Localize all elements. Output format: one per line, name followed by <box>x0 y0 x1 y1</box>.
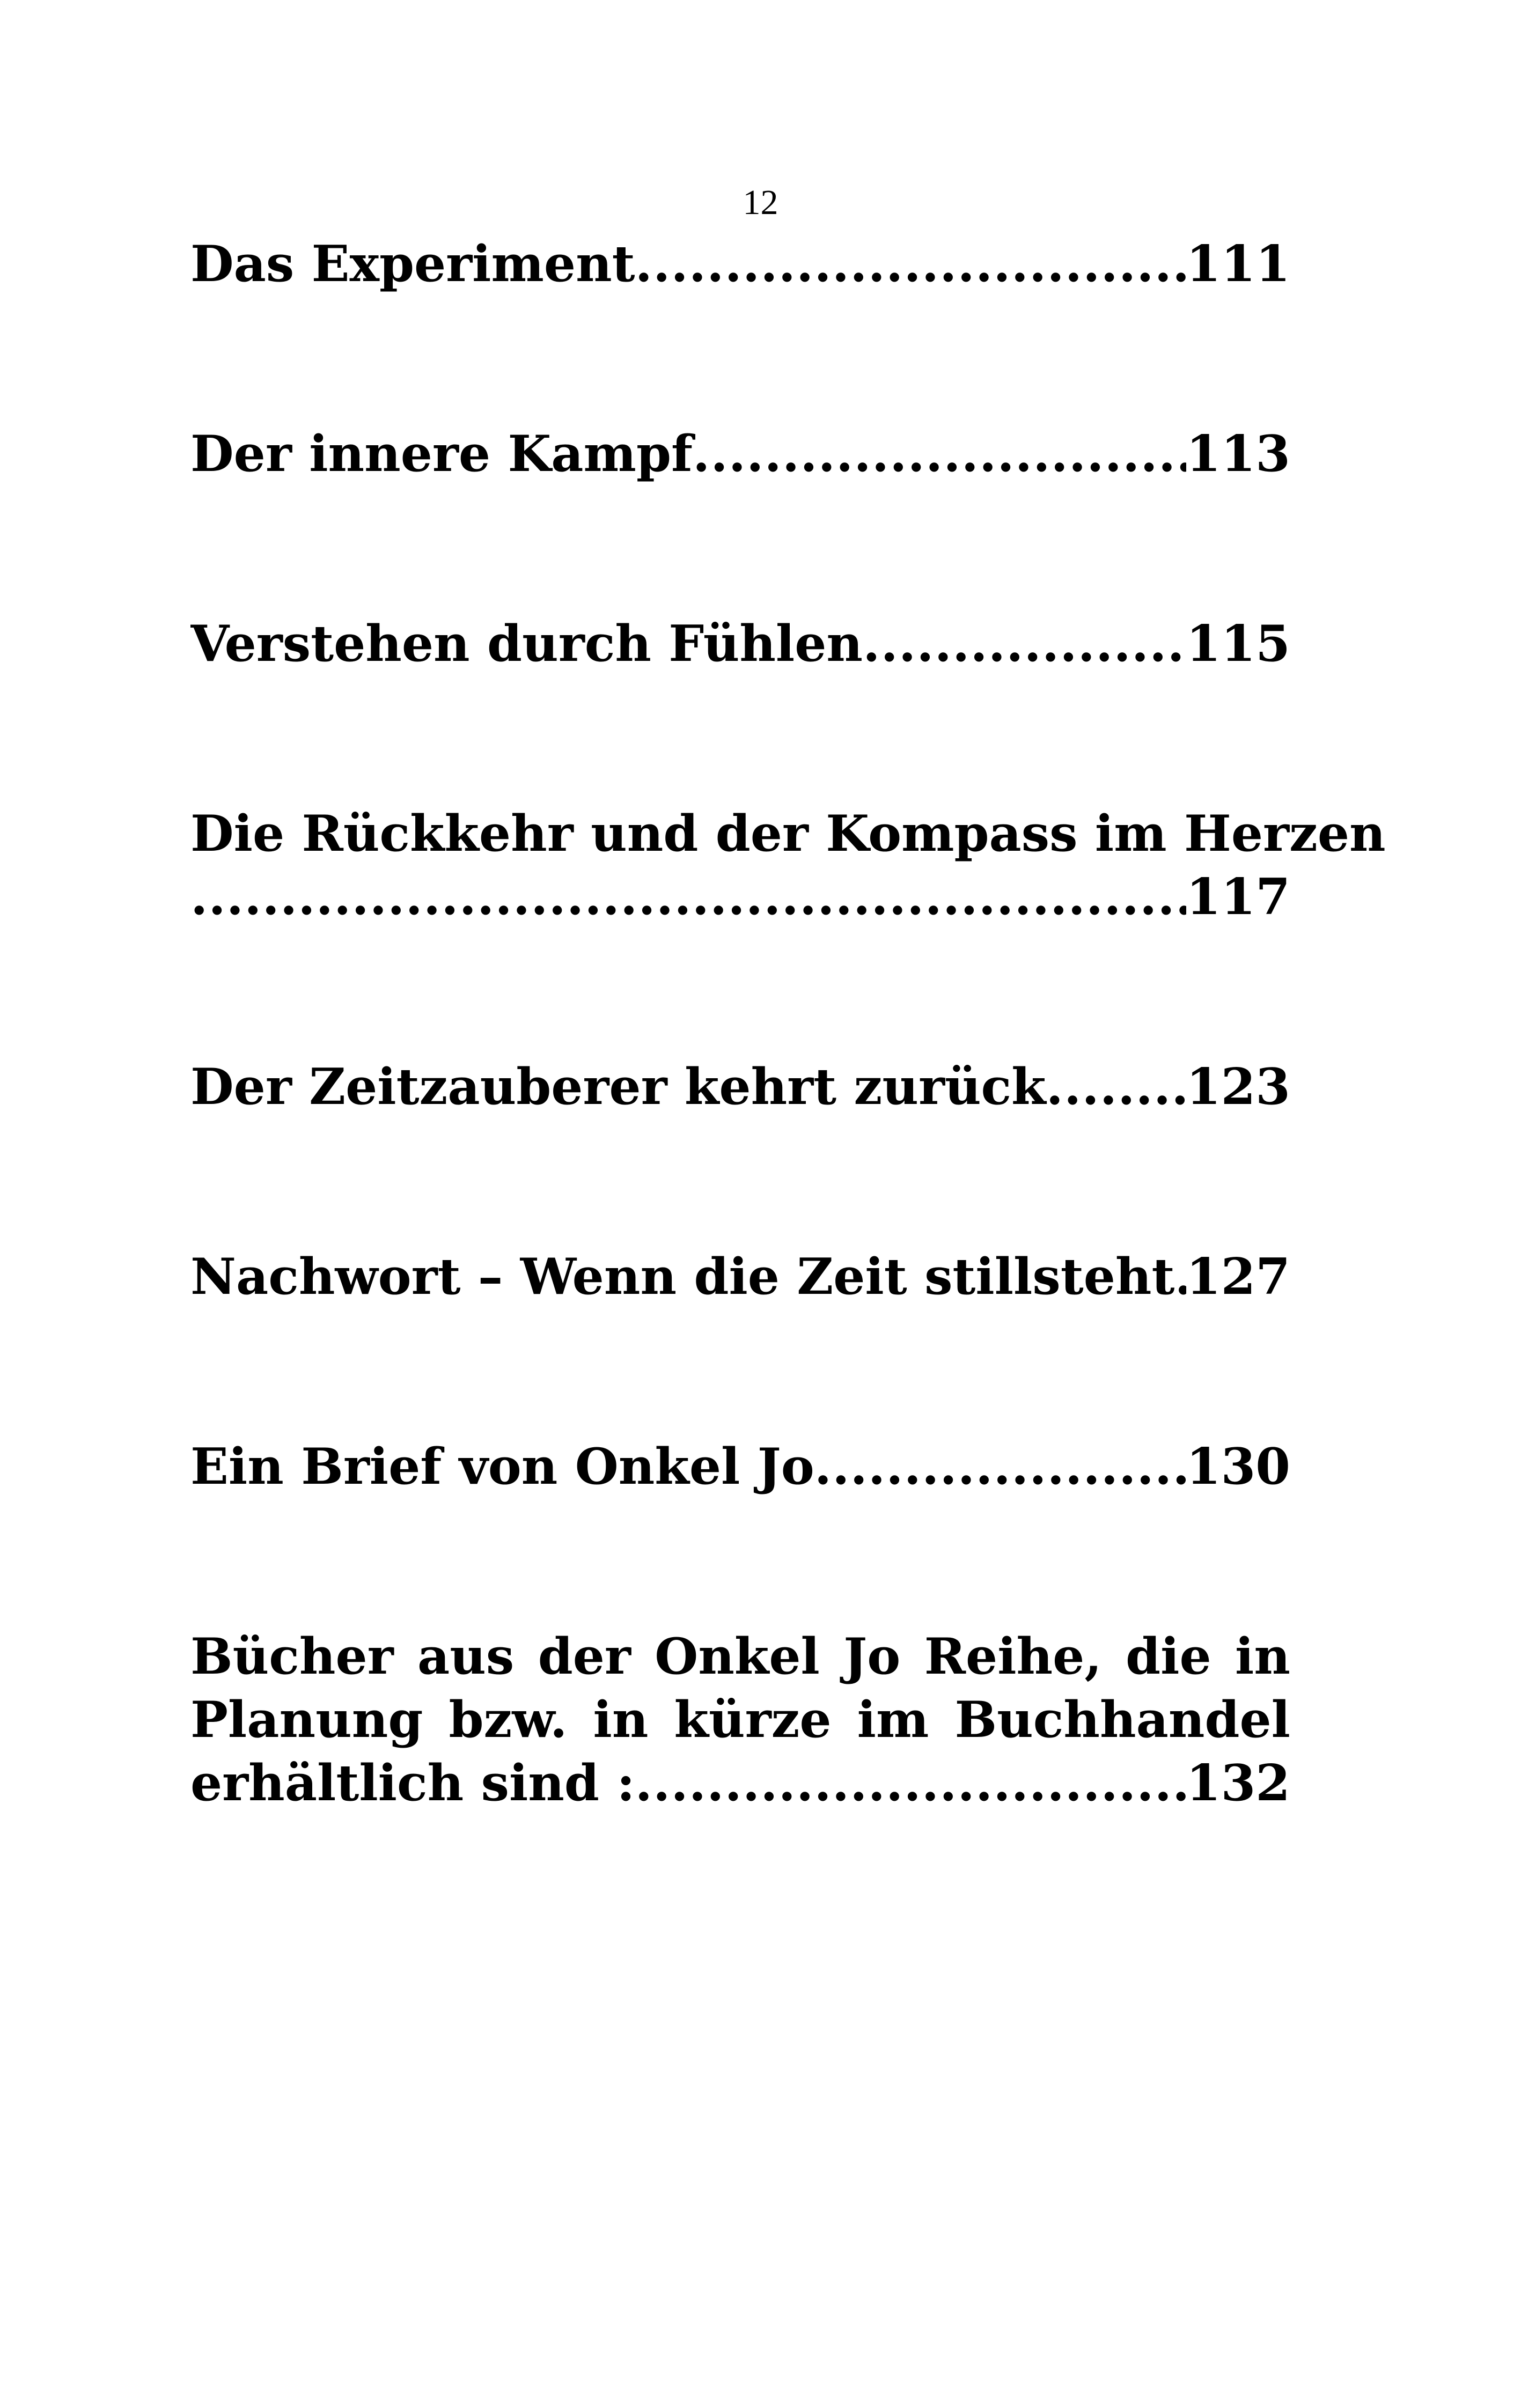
toc-entry <box>190 1055 1290 1118</box>
leader-dots <box>635 232 1186 296</box>
leader-dots <box>863 612 1186 675</box>
toc-entry-page: 127 <box>1186 1247 1290 1306</box>
toc-entry-title: Verstehen durch Fühlen <box>190 614 863 673</box>
toc-entry <box>190 232 1290 296</box>
toc-entry-title: Ein Brief von Onkel Jo <box>190 1437 814 1496</box>
toc-entry <box>190 612 1290 675</box>
toc-entry-title-line: Planung bzw. in kürze im Buchhandel <box>190 1690 1290 1749</box>
toc-entry-page: 132 <box>1186 1754 1290 1812</box>
page-number: 12 <box>743 183 778 222</box>
toc-entry <box>190 1435 1290 1498</box>
leader-dots <box>814 1435 1186 1498</box>
leader-dots <box>190 865 1186 929</box>
toc-entry-title: Die Rückkehr und der Kompass im Herzen <box>190 804 1386 863</box>
leader-dots <box>635 1751 1186 1815</box>
toc-entry-page: 123 <box>1186 1057 1290 1116</box>
toc-entry-leader-line <box>190 1751 1290 1815</box>
toc-entry <box>190 1245 1290 1308</box>
toc-entry-title: Der innere Kampf <box>190 424 693 483</box>
toc-entry-page: 115 <box>1186 614 1290 673</box>
toc-entry-leader-line <box>190 865 1290 929</box>
toc-entry-title: Der Zeitzauberer kehrt zurück <box>190 1057 1046 1116</box>
leader-dots <box>1046 1055 1186 1118</box>
toc-entry-title-line: Bücher aus der Onkel Jo Reihe, die in <box>190 1627 1290 1685</box>
toc-entry <box>190 1625 1290 1815</box>
toc-entry <box>190 802 1386 929</box>
leader-dots <box>1174 1245 1186 1308</box>
toc-entry-title-line: erhältlich sind : <box>190 1754 635 1812</box>
toc-entry-page: 117 <box>1186 867 1290 926</box>
toc-entry-page: 113 <box>1186 424 1290 483</box>
toc-entry <box>190 422 1290 485</box>
toc-entry-page: 130 <box>1186 1437 1290 1496</box>
toc-entry-title: Das Experiment <box>190 234 635 293</box>
toc-entry-title: Nachwort – Wenn die Zeit stillsteht <box>190 1247 1175 1306</box>
leader-dots <box>693 422 1186 485</box>
toc-entry-page: 111 <box>1186 234 1290 293</box>
